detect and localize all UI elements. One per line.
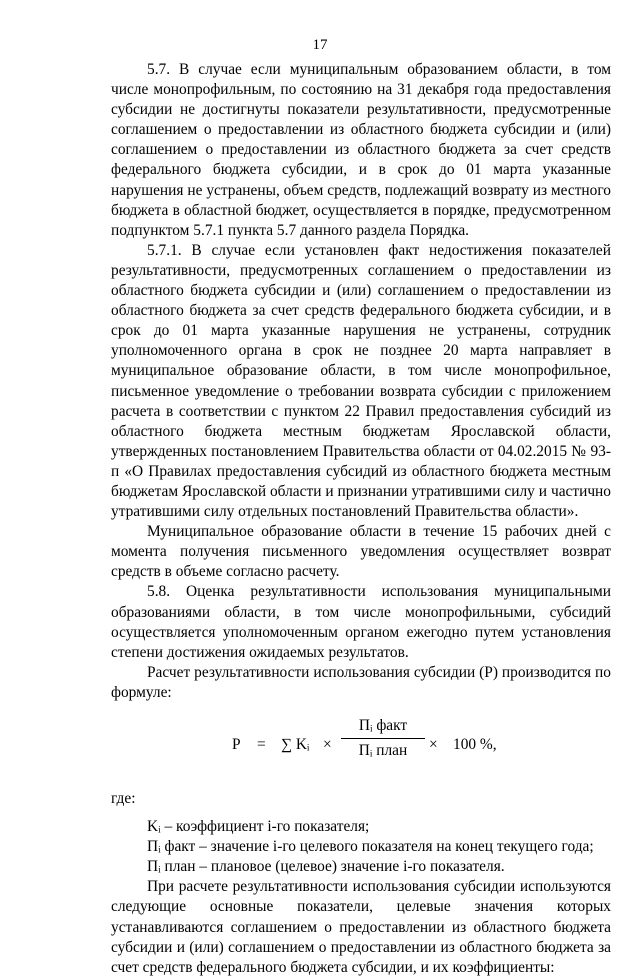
formula — [111, 703, 611, 789]
formula-denominator: Пᵢ план — [358, 742, 408, 759]
page-number: 17 — [312, 37, 328, 53]
formula-times-2: × — [429, 736, 438, 753]
spacer — [111, 809, 611, 817]
where-label: где: — [111, 790, 136, 807]
paragraph-indicators-intro: При расчете результативности использования субсидии используются следующие основные показатели, целевые значения которых устанавливаются соглашением о предоставлении из областного бюджета субсидии и (или) соглашением о предоставлении из областного бюджета за счет средств федерального бюджета субсидии, и их коэффициенты: — [111, 878, 611, 976]
fraction-bar — [341, 738, 425, 739]
formula-times-1: × — [323, 736, 332, 753]
formula-numerator: Пᵢ факт — [358, 717, 408, 734]
definition-plan: Пᵢ план – плановое (целевое) значение i-го показателя. — [147, 858, 505, 876]
definition-fact: Пᵢ факт – значение i-го целевого показателя на конец текущего года; — [147, 838, 594, 856]
paragraph-5-7-1: 5.7.1. В случае если установлен факт недостижения показателей результативности, предусмотренных соглашением о предоставлении из областного бюджета субсидии и (или) соглашением о предоставлении из областного бюджета за счет средств федерального бюджета субсидии, и в срок до 01 марта указанные нарушения не устранены, сотрудник уполномоченного органа в срок не позднее 20 марта направляет в муниципальное образование области, в том числе монопрофильное, письменное уведомление о требовании возврата субсидии с приложением расчета в соответствии с пунктом 22 Правил предоставления субсидий из областного бюджета местным бюджетам Ярославской области, утвержденных постановлением Правительства области от 04.02.2015 № 93-п «О Правилах предоставления субсидий из областного бюджета местным бюджетам Ярославской области и признании утратившими силу и частично утратившими силу отдельных постановлений Правительства области». — [111, 241, 611, 521]
formula-rhs: 100 %, — [453, 736, 497, 753]
formula-equals: = — [257, 736, 266, 753]
definition-k: Kᵢ – коэффициент i-го показателя; — [147, 818, 370, 836]
document-body — [111, 60, 611, 978]
formula-fraction — [341, 717, 425, 760]
paragraph-5-8: 5.8. Оценка результативности использования муниципальными образованиями области, в том числе монопрофильными, субсидий осуществляется уполномоченным органом ежегодно путем установления степени достижения ожидаемых результатов. — [111, 583, 611, 661]
paragraph-refund-term: Муниципальное образование области в течение 15 рабочих дней с момента получения письменного уведомления осуществляет возврат средств в объеме согласно расчету. — [111, 523, 611, 581]
paragraph-5-7: 5.7. В случае если муниципальным образованием области, в том числе монопрофильным, по состоянию на 31 декабря года предоставления субсидии не достигнуты показатели результативности, предусмотренные соглашением о предоставлении из областного бюджета субсидии и (или) соглашением о предоставлении из областного бюджета за счет средств федерального бюджета субсидии, и в срок до 01 марта указанные нарушения не устранены, объем средств, подлежащий возврату из местного бюджета в областной бюджет, осуществляется в порядке, предусмотренном подпунктом 5.7.1 пункта 5.7 данного раздела Порядка. — [111, 61, 611, 239]
formula-lhs: Р — [232, 736, 241, 753]
paragraph-formula-intro: Расчет результативности использования субсидии (Р) производится по формуле: — [111, 663, 611, 701]
formula-sum-term: ∑ Kᵢ — [281, 736, 310, 753]
